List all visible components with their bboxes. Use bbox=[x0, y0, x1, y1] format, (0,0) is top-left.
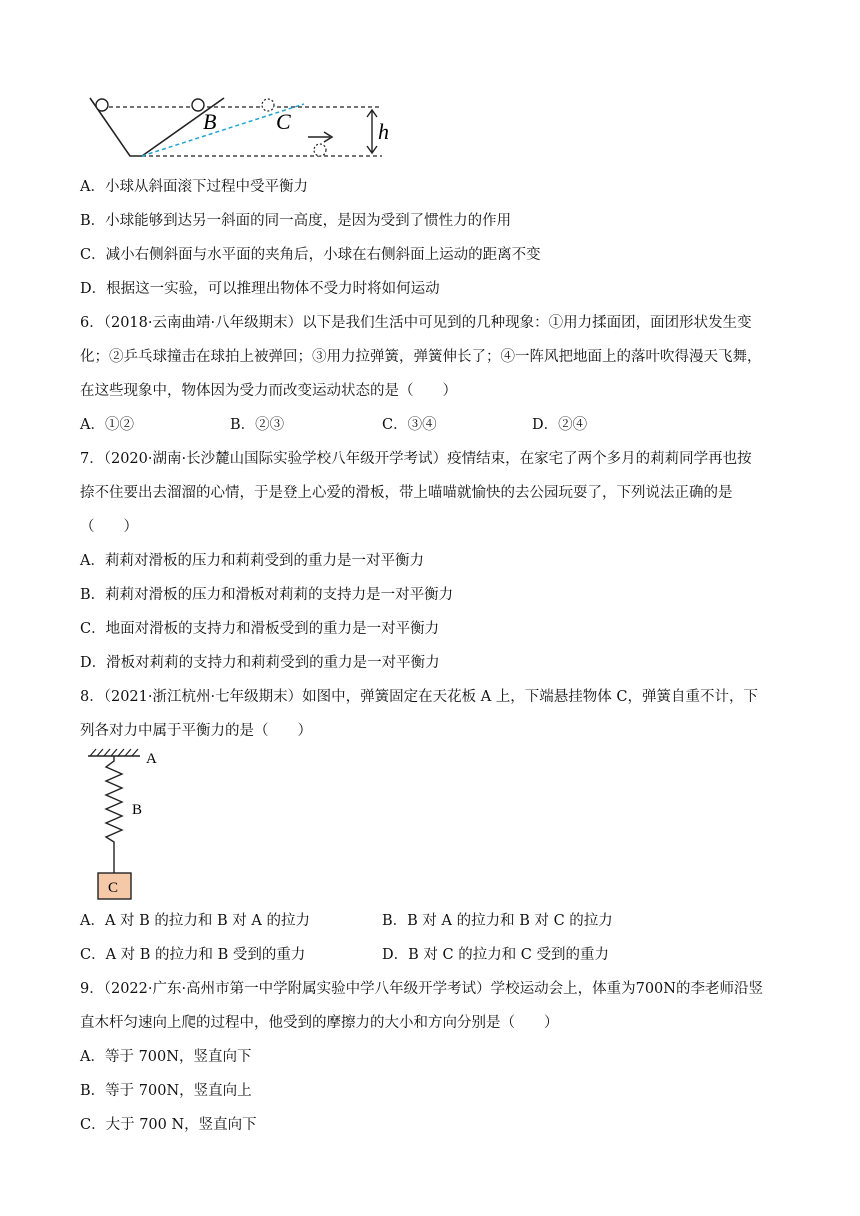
q6-option-a: A．①② bbox=[80, 417, 134, 433]
ball-start bbox=[96, 99, 108, 111]
inclined-plane-figure bbox=[82, 92, 402, 164]
q9-stem-line-1: 9．（2022·广东·高州市第一中学附属实验中学八年级开学考试）学校运动会上，体重为700N的李老师沿竖 bbox=[80, 981, 763, 997]
q6-stem-line-1: 6．（2018·云南曲靖·八年级期末）以下是我们生活中可见到的几种现象：①用力揉面团，面团形状发生变 bbox=[80, 315, 752, 331]
q7-option-a: A．莉莉对滑板的压力和莉莉受到的重力是一对平衡力 bbox=[80, 553, 424, 569]
q9-option-b: B．等于 700N，竖直向上 bbox=[80, 1083, 252, 1099]
q7-stem-line-1: 7．（2020·湖南·长沙麓山国际实验学校八年级开学考试）疫情结束，在家宅了两个多月的莉莉同学再也按 bbox=[80, 451, 752, 467]
q8-option-a: A．A 对 B 的拉力和 B 对 A 的拉力 bbox=[80, 913, 310, 929]
q6-option-c: C．③④ bbox=[382, 417, 437, 433]
q6-stem-line-2: 化；②乒乓球撞击在球拍上被弹回；③用力拉弹簧，弹簧伸长了；④一阵风把地面上的落叶吹得漫天飞舞， bbox=[80, 349, 762, 365]
q5-option-c: C．减小右侧斜面与水平面的夹角后，小球在右侧斜面上运动的距离不变 bbox=[80, 247, 541, 263]
q5-option-a: A．小球从斜面滚下过程中受平衡力 bbox=[80, 179, 308, 195]
label-b: B bbox=[132, 802, 143, 818]
q6-option-d: D．②④ bbox=[532, 417, 588, 433]
q7-option-d: D．滑板对莉莉的支持力和莉莉受到的重力是一对平衡力 bbox=[80, 655, 440, 671]
q5-option-b: B．小球能够到达另一斜面的同一高度，是因为受到了惯性力的作用 bbox=[80, 213, 512, 229]
spring-figure bbox=[84, 746, 194, 902]
label-h: h bbox=[378, 119, 389, 144]
q9-option-c: C．大于 700 N，竖直向下 bbox=[80, 1117, 257, 1133]
ceiling-hatch bbox=[90, 749, 138, 756]
q8-option-c: C．A 对 B 的拉力和 B 受到的重力 bbox=[80, 947, 306, 963]
ball-rolling bbox=[314, 144, 326, 156]
q9-option-a: A．等于 700N，竖直向下 bbox=[80, 1049, 252, 1065]
q8-option-b: B．B 对 A 的拉力和 B 对 C 的拉力 bbox=[382, 913, 613, 929]
label-b: B bbox=[203, 109, 217, 134]
q9-stem-line-2: 直木杆匀速向上爬的过程中，他受到的摩擦力的大小和方向分别是（ ） bbox=[80, 1015, 559, 1031]
q8-stem-line-2: 列各对力中属于平衡力的是（ ） bbox=[80, 723, 312, 739]
label-c: C bbox=[276, 109, 291, 134]
q5-option-d: D．根据这一实验，可以推理出物体不受力时将如何运动 bbox=[80, 281, 440, 297]
spring-coil bbox=[106, 756, 122, 873]
q7-option-c: C．地面对滑板的支持力和滑板受到的重力是一对平衡力 bbox=[80, 621, 440, 637]
q7-stem-line-3: （ ） bbox=[80, 519, 138, 535]
q8-option-d: D．B 对 C 的拉力和 C 受到的重力 bbox=[382, 947, 610, 963]
ball-c bbox=[262, 99, 274, 111]
label-c: C bbox=[108, 880, 119, 896]
q6-option-b: B．②③ bbox=[230, 417, 285, 433]
q8-stem-line-1: 8．（2021·浙江杭州·七年级期末）如图中，弹簧固定在天花板 A 上，下端悬挂物体 C，弹簧自重不计，下 bbox=[80, 689, 758, 705]
q7-option-b: B．莉莉对滑板的压力和滑板对莉莉的支持力是一对平衡力 bbox=[80, 587, 454, 603]
label-a: A bbox=[146, 751, 157, 767]
q6-stem-line-3: 在这些现象中，物体因为受力而改变运动状态的是（ ） bbox=[80, 383, 457, 399]
q7-stem-line-2: 捺不住要出去溜溜的心情，于是登上心爱的滑板，带上喵喵就愉快的去公园玩耍了，下列说法正确的是 bbox=[80, 485, 733, 501]
